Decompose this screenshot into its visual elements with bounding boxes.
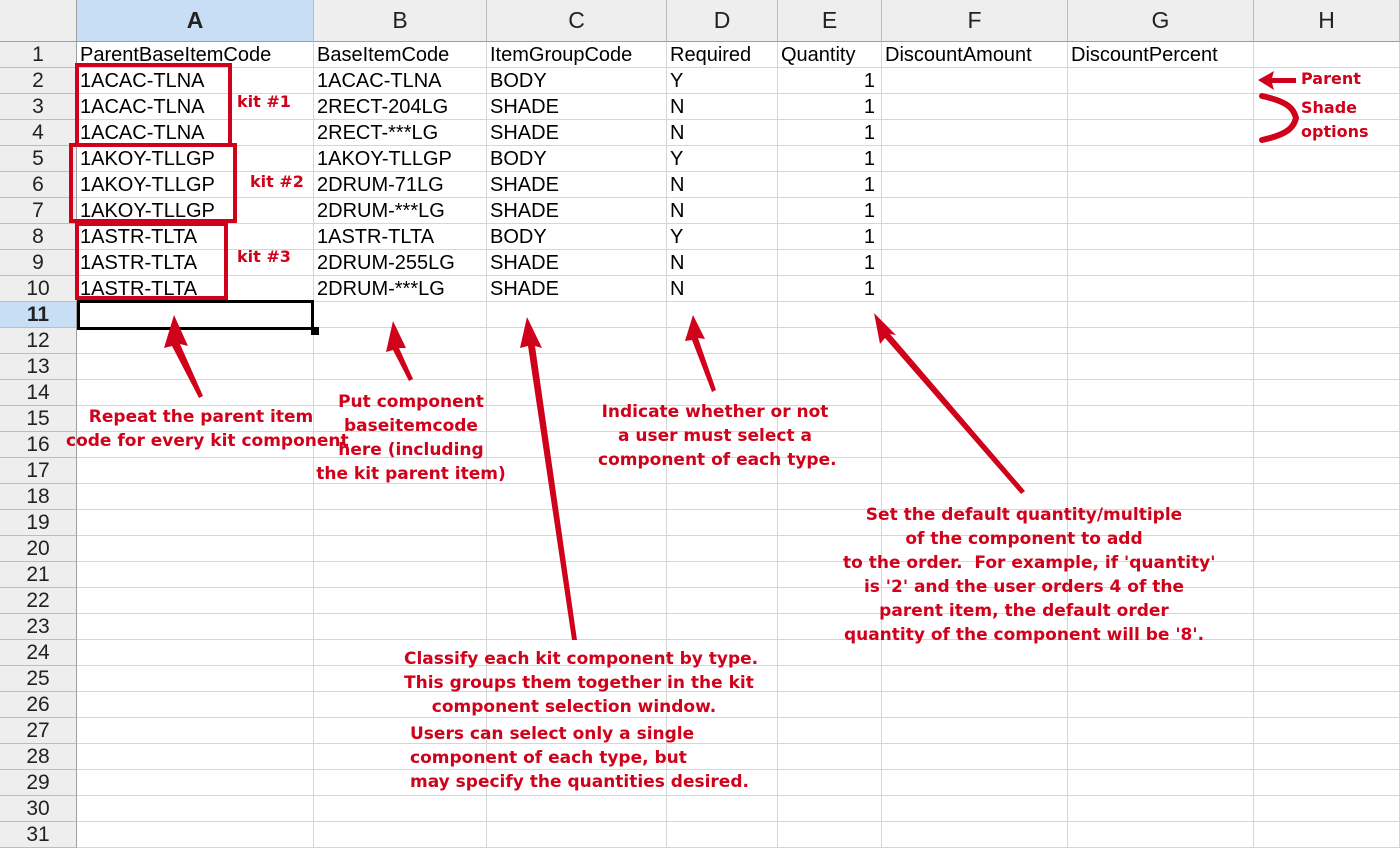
cell-f14[interactable] — [882, 380, 1068, 406]
cell-h29[interactable] — [1254, 770, 1400, 796]
cell-f2[interactable] — [882, 68, 1068, 94]
cell-c2[interactable]: BODY — [487, 68, 667, 94]
cell-c18[interactable] — [487, 484, 667, 510]
cell-a12[interactable] — [77, 328, 314, 354]
cell-h5[interactable] — [1254, 146, 1400, 172]
cell-b10[interactable]: 2DRUM-***LG — [314, 276, 487, 302]
cell-b13[interactable] — [314, 354, 487, 380]
cell-d18[interactable] — [667, 484, 778, 510]
cell-b2[interactable]: 1ACAC-TLNA — [314, 68, 487, 94]
cell-a8[interactable]: 1ASTR-TLTA — [77, 224, 314, 250]
cell-d30[interactable] — [667, 796, 778, 822]
cell-a22[interactable] — [77, 588, 314, 614]
cell-h20[interactable] — [1254, 536, 1400, 562]
cell-h1[interactable] — [1254, 42, 1400, 68]
cell-g27[interactable] — [1068, 718, 1254, 744]
row-header-19[interactable]: 19 — [0, 510, 77, 536]
cell-d12[interactable] — [667, 328, 778, 354]
kit-2-highlight — [69, 143, 237, 223]
cell-c9[interactable]: SHADE — [487, 250, 667, 276]
cell-f4[interactable] — [882, 120, 1068, 146]
cell-e5[interactable]: 1 — [778, 146, 882, 172]
row-header-30[interactable]: 30 — [0, 796, 77, 822]
cell-d8[interactable]: Y — [667, 224, 778, 250]
row-header-18[interactable]: 18 — [0, 484, 77, 510]
row-header-15[interactable]: 15 — [0, 406, 77, 432]
cell-c6[interactable]: SHADE — [487, 172, 667, 198]
row-header-13[interactable]: 13 — [0, 354, 77, 380]
cell-e11[interactable] — [778, 302, 882, 328]
cell-b4[interactable]: 2RECT-***LG — [314, 120, 487, 146]
cell-c23[interactable] — [487, 614, 667, 640]
cell-a28[interactable] — [77, 744, 314, 770]
cell-c22[interactable] — [487, 588, 667, 614]
cell-d19[interactable] — [667, 510, 778, 536]
cell-b9[interactable]: 2DRUM-255LG — [314, 250, 487, 276]
cell-h12[interactable] — [1254, 328, 1400, 354]
cell-g26[interactable] — [1068, 692, 1254, 718]
cell-e30[interactable] — [778, 796, 882, 822]
cell-e3[interactable]: 1 — [778, 94, 882, 120]
cell-g1[interactable]: DiscountPercent — [1068, 42, 1254, 68]
column-header-h[interactable]: H — [1254, 0, 1400, 42]
row-header-7[interactable]: 7 — [0, 198, 77, 224]
cell-a3[interactable]: 1ACAC-TLNA — [77, 94, 314, 120]
cell-h13[interactable] — [1254, 354, 1400, 380]
cell-g8[interactable] — [1068, 224, 1254, 250]
cell-g16[interactable] — [1068, 432, 1254, 458]
cell-g14[interactable] — [1068, 380, 1254, 406]
cell-g13[interactable] — [1068, 354, 1254, 380]
cell-a17[interactable] — [77, 458, 314, 484]
cell-h10[interactable] — [1254, 276, 1400, 302]
column-header-f[interactable]: F — [882, 0, 1068, 42]
cell-e12[interactable] — [778, 328, 882, 354]
selected-cell-a11[interactable] — [77, 300, 314, 330]
cell-g2[interactable] — [1068, 68, 1254, 94]
cell-f12[interactable] — [882, 328, 1068, 354]
cell-h6[interactable] — [1254, 172, 1400, 198]
column-header-a[interactable]: A — [77, 0, 314, 42]
cell-h9[interactable] — [1254, 250, 1400, 276]
row-header-20[interactable]: 20 — [0, 536, 77, 562]
cell-e10[interactable]: 1 — [778, 276, 882, 302]
cell-c8[interactable]: BODY — [487, 224, 667, 250]
cell-b22[interactable] — [314, 588, 487, 614]
cell-h31[interactable] — [1254, 822, 1400, 848]
cell-g17[interactable] — [1068, 458, 1254, 484]
row-header-28[interactable]: 28 — [0, 744, 77, 770]
cell-d22[interactable] — [667, 588, 778, 614]
cell-d1[interactable]: Required — [667, 42, 778, 68]
cell-e25[interactable] — [778, 666, 882, 692]
cell-g31[interactable] — [1068, 822, 1254, 848]
row-header-12[interactable]: 12 — [0, 328, 77, 354]
cell-d13[interactable] — [667, 354, 778, 380]
cell-f28[interactable] — [882, 744, 1068, 770]
row-header-24[interactable]: 24 — [0, 640, 77, 666]
note-quantity: Set the default quantity/multiple of the component to add to the order. For example, if 'quantity' is '2' and the user orders 4 of the parent item, the default order quantity of the component will be '8'. — [843, 505, 1216, 645]
cell-h28[interactable] — [1254, 744, 1400, 770]
cell-h15[interactable] — [1254, 406, 1400, 432]
row-header-31[interactable]: 31 — [0, 822, 77, 848]
cell-e1[interactable]: Quantity — [778, 42, 882, 68]
cell-a29[interactable] — [77, 770, 314, 796]
cell-d2[interactable]: Y — [667, 68, 778, 94]
cell-h27[interactable] — [1254, 718, 1400, 744]
cell-e29[interactable] — [778, 770, 882, 796]
cell-h22[interactable] — [1254, 588, 1400, 614]
cell-c11[interactable] — [487, 302, 667, 328]
cell-b6[interactable]: 2DRUM-71LG — [314, 172, 487, 198]
row-header-10[interactable]: 10 — [0, 276, 77, 302]
cell-g9[interactable] — [1068, 250, 1254, 276]
cell-c12[interactable] — [487, 328, 667, 354]
cell-f13[interactable] — [882, 354, 1068, 380]
cell-g29[interactable] — [1068, 770, 1254, 796]
cell-a20[interactable] — [77, 536, 314, 562]
cell-g4[interactable] — [1068, 120, 1254, 146]
cell-g25[interactable] — [1068, 666, 1254, 692]
cell-c19[interactable] — [487, 510, 667, 536]
row-header-21[interactable]: 21 — [0, 562, 77, 588]
cell-h14[interactable] — [1254, 380, 1400, 406]
cell-h30[interactable] — [1254, 796, 1400, 822]
cell-c1[interactable]: ItemGroupCode — [487, 42, 667, 68]
cell-a10[interactable]: 1ASTR-TLTA — [77, 276, 314, 302]
cell-h25[interactable] — [1254, 666, 1400, 692]
cell-a23[interactable] — [77, 614, 314, 640]
cell-d21[interactable] — [667, 562, 778, 588]
cell-b1[interactable]: BaseItemCode — [314, 42, 487, 68]
cell-c4[interactable]: SHADE — [487, 120, 667, 146]
cell-a24[interactable] — [77, 640, 314, 666]
cell-b30[interactable] — [314, 796, 487, 822]
cell-a25[interactable] — [77, 666, 314, 692]
cell-d4[interactable]: N — [667, 120, 778, 146]
cell-b18[interactable] — [314, 484, 487, 510]
cell-a31[interactable] — [77, 822, 314, 848]
cell-f10[interactable] — [882, 276, 1068, 302]
cell-g7[interactable] — [1068, 198, 1254, 224]
cell-h16[interactable] — [1254, 432, 1400, 458]
cell-c5[interactable]: BODY — [487, 146, 667, 172]
cell-d23[interactable] — [667, 614, 778, 640]
cell-f7[interactable] — [882, 198, 1068, 224]
note-parent-code: Repeat the parent item code for every kit component — [66, 407, 349, 451]
cell-f3[interactable] — [882, 94, 1068, 120]
cell-b20[interactable] — [314, 536, 487, 562]
cell-g30[interactable] — [1068, 796, 1254, 822]
cell-a18[interactable] — [77, 484, 314, 510]
cell-g15[interactable] — [1068, 406, 1254, 432]
cell-f16[interactable] — [882, 432, 1068, 458]
cell-d7[interactable]: N — [667, 198, 778, 224]
cell-f15[interactable] — [882, 406, 1068, 432]
kit-3-label: kit #3 — [237, 247, 291, 266]
row-header-25[interactable]: 25 — [0, 666, 77, 692]
cell-b8[interactable]: 1ASTR-TLTA — [314, 224, 487, 250]
cell-h21[interactable] — [1254, 562, 1400, 588]
cell-c7[interactable]: SHADE — [487, 198, 667, 224]
column-header-g[interactable]: G — [1068, 0, 1254, 42]
cell-f6[interactable] — [882, 172, 1068, 198]
cell-c20[interactable] — [487, 536, 667, 562]
select-all-corner[interactable] — [0, 0, 77, 42]
cell-b11[interactable] — [314, 302, 487, 328]
cell-h19[interactable] — [1254, 510, 1400, 536]
cell-d20[interactable] — [667, 536, 778, 562]
cell-h24[interactable] — [1254, 640, 1400, 666]
cell-e26[interactable] — [778, 692, 882, 718]
cell-d11[interactable] — [667, 302, 778, 328]
column-header-c[interactable]: C — [487, 0, 667, 42]
cell-g5[interactable] — [1068, 146, 1254, 172]
cell-h26[interactable] — [1254, 692, 1400, 718]
cell-f31[interactable] — [882, 822, 1068, 848]
row-header-9[interactable]: 9 — [0, 250, 77, 276]
kit-1-highlight — [75, 63, 232, 147]
cell-e6[interactable]: 1 — [778, 172, 882, 198]
cell-c31[interactable] — [487, 822, 667, 848]
cell-a30[interactable] — [77, 796, 314, 822]
cell-a14[interactable] — [77, 380, 314, 406]
cell-a7[interactable]: 1AKOY-TLLGP — [77, 198, 314, 224]
row-header-4[interactable]: 4 — [0, 120, 77, 146]
cell-f17[interactable] — [882, 458, 1068, 484]
cell-c30[interactable] — [487, 796, 667, 822]
cell-h7[interactable] — [1254, 198, 1400, 224]
cell-g12[interactable] — [1068, 328, 1254, 354]
cell-b23[interactable] — [314, 614, 487, 640]
cell-c21[interactable] — [487, 562, 667, 588]
fill-handle[interactable] — [311, 327, 319, 335]
cell-h11[interactable] — [1254, 302, 1400, 328]
row-header-23[interactable]: 23 — [0, 614, 77, 640]
cell-g28[interactable] — [1068, 744, 1254, 770]
row-header-3[interactable]: 3 — [0, 94, 77, 120]
cell-c3[interactable]: SHADE — [487, 94, 667, 120]
cell-a1[interactable]: ParentBaseItemCode — [77, 42, 314, 68]
cell-f29[interactable] — [882, 770, 1068, 796]
row-header-22[interactable]: 22 — [0, 588, 77, 614]
cell-g10[interactable] — [1068, 276, 1254, 302]
cell-e8[interactable]: 1 — [778, 224, 882, 250]
cell-e31[interactable] — [778, 822, 882, 848]
cell-d6[interactable]: N — [667, 172, 778, 198]
row-header-29[interactable]: 29 — [0, 770, 77, 796]
cell-f26[interactable] — [882, 692, 1068, 718]
cell-a6[interactable]: 1AKOY-TLLGP — [77, 172, 314, 198]
cell-a13[interactable] — [77, 354, 314, 380]
cell-c10[interactable]: SHADE — [487, 276, 667, 302]
column-header-d[interactable]: D — [667, 0, 778, 42]
cell-a26[interactable] — [77, 692, 314, 718]
cell-e27[interactable] — [778, 718, 882, 744]
cell-c13[interactable] — [487, 354, 667, 380]
row-header-6[interactable]: 6 — [0, 172, 77, 198]
cell-h23[interactable] — [1254, 614, 1400, 640]
cell-b19[interactable] — [314, 510, 487, 536]
note-component-code: Put component baseitemcode here (including the kit parent item) — [316, 392, 506, 484]
cell-d9[interactable]: N — [667, 250, 778, 276]
kit-3-highlight — [75, 222, 228, 300]
column-header-b[interactable]: B — [314, 0, 487, 42]
cell-e13[interactable] — [778, 354, 882, 380]
row-header-27[interactable]: 27 — [0, 718, 77, 744]
cell-a19[interactable] — [77, 510, 314, 536]
legend-parent-label: Parent — [1301, 69, 1361, 88]
row-header-16[interactable]: 16 — [0, 432, 77, 458]
cell-g11[interactable] — [1068, 302, 1254, 328]
cell-e2[interactable]: 1 — [778, 68, 882, 94]
kit-2-label: kit #2 — [250, 172, 304, 191]
row-header-5[interactable]: 5 — [0, 146, 77, 172]
row-header-2[interactable]: 2 — [0, 68, 77, 94]
cell-f25[interactable] — [882, 666, 1068, 692]
row-header-11[interactable]: 11 — [0, 302, 77, 328]
note-classify: Classify each kit component by type. This groups them together in the kit component selection window. — [404, 649, 759, 717]
cell-e7[interactable]: 1 — [778, 198, 882, 224]
cell-a9[interactable]: 1ASTR-TLTA — [77, 250, 314, 276]
cell-e28[interactable] — [778, 744, 882, 770]
cell-b3[interactable]: 2RECT-204LG — [314, 94, 487, 120]
cell-b7[interactable]: 2DRUM-***LG — [314, 198, 487, 224]
row-header-1[interactable]: 1 — [0, 42, 77, 68]
cell-a5[interactable]: 1AKOY-TLLGP — [77, 146, 314, 172]
cell-h17[interactable] — [1254, 458, 1400, 484]
cell-f11[interactable] — [882, 302, 1068, 328]
cell-e9[interactable]: 1 — [778, 250, 882, 276]
cell-f1[interactable]: DiscountAmount — [882, 42, 1068, 68]
kit-1-label: kit #1 — [237, 92, 291, 111]
cell-f30[interactable] — [882, 796, 1068, 822]
cell-a27[interactable] — [77, 718, 314, 744]
cell-b31[interactable] — [314, 822, 487, 848]
cell-g6[interactable] — [1068, 172, 1254, 198]
cell-f5[interactable] — [882, 146, 1068, 172]
row-header-8[interactable]: 8 — [0, 224, 77, 250]
cell-b5[interactable]: 1AKOY-TLLGP — [314, 146, 487, 172]
cell-d10[interactable]: N — [667, 276, 778, 302]
row-header-14[interactable]: 14 — [0, 380, 77, 406]
cell-d31[interactable] — [667, 822, 778, 848]
cell-f9[interactable] — [882, 250, 1068, 276]
cell-f27[interactable] — [882, 718, 1068, 744]
cell-h8[interactable] — [1254, 224, 1400, 250]
cell-b12[interactable] — [314, 328, 487, 354]
cell-f8[interactable] — [882, 224, 1068, 250]
cell-a4[interactable]: 1ACAC-TLNA — [77, 120, 314, 146]
cell-a21[interactable] — [77, 562, 314, 588]
cell-h18[interactable] — [1254, 484, 1400, 510]
column-header-e[interactable]: E — [778, 0, 882, 42]
note-select-single: Users can select only a single component of each type, but may specify the quantities desired. — [410, 724, 749, 792]
cell-b21[interactable] — [314, 562, 487, 588]
cell-g3[interactable] — [1068, 94, 1254, 120]
cell-e4[interactable]: 1 — [778, 120, 882, 146]
row-header-26[interactable]: 26 — [0, 692, 77, 718]
cell-d5[interactable]: Y — [667, 146, 778, 172]
cell-d3[interactable]: N — [667, 94, 778, 120]
legend-shade-label: Shade options — [1301, 98, 1369, 141]
note-required: Indicate whether or not a user must select a component of each type. — [598, 402, 837, 470]
row-header-17[interactable]: 17 — [0, 458, 77, 484]
cell-a2[interactable]: 1ACAC-TLNA — [77, 68, 314, 94]
